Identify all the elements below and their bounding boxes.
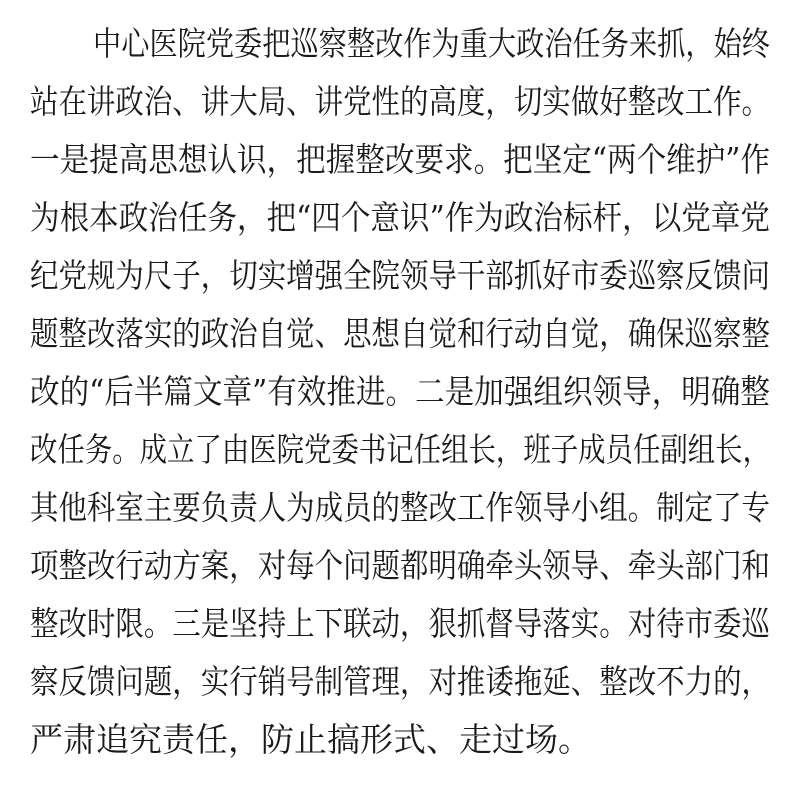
paragraph-line-13: 严肃追究责任，防止搞形式、走过场。 (30, 720, 591, 759)
paragraph-line-10: 项整改行动方案，对每个问题都明确牵头领导、牵头部门和 (30, 546, 770, 585)
paragraph-line-1: 中心医院党委把巡察整改作为重大政治任务来抓，始终 (93, 24, 770, 63)
paragraph-line-8: 改任务。成立了由医院党委书记任组长，班子成员任副组长， (30, 430, 770, 469)
paragraph-line-6: 题整改落实的政治自觉、思想自觉和行动自觉，确保巡察整 (30, 314, 770, 353)
paragraph-line-5: 纪党规为尺子，切实增强全院领导干部抓好市委巡察反馈问 (30, 256, 770, 295)
paragraph-line-12: 察反馈问题，实行销号制管理，对推诿拖延、整改不力的， (30, 662, 770, 701)
paragraph-line-7: 改的“后半篇文章”有效推进。二是加强组织领导，明确整 (30, 372, 770, 411)
paragraph-line-11: 整改时限。三是坚持上下联动，狠抓督导落实。对待市委巡 (30, 604, 770, 643)
paragraph-line-2: 站在讲政治、讲大局、讲党性的高度，切实做好整改工作。 (30, 82, 770, 121)
paragraph-line-4: 为根本政治任务，把“四个意识”作为政治标杆，以党章党 (30, 198, 770, 237)
paragraph-line-3: 一是提高思想认识，把握整改要求。把坚定“两个维护”作 (30, 140, 770, 179)
paragraph-line-9: 其他科室主要负责人为成员的整改工作领导小组。制定了专 (30, 488, 770, 527)
